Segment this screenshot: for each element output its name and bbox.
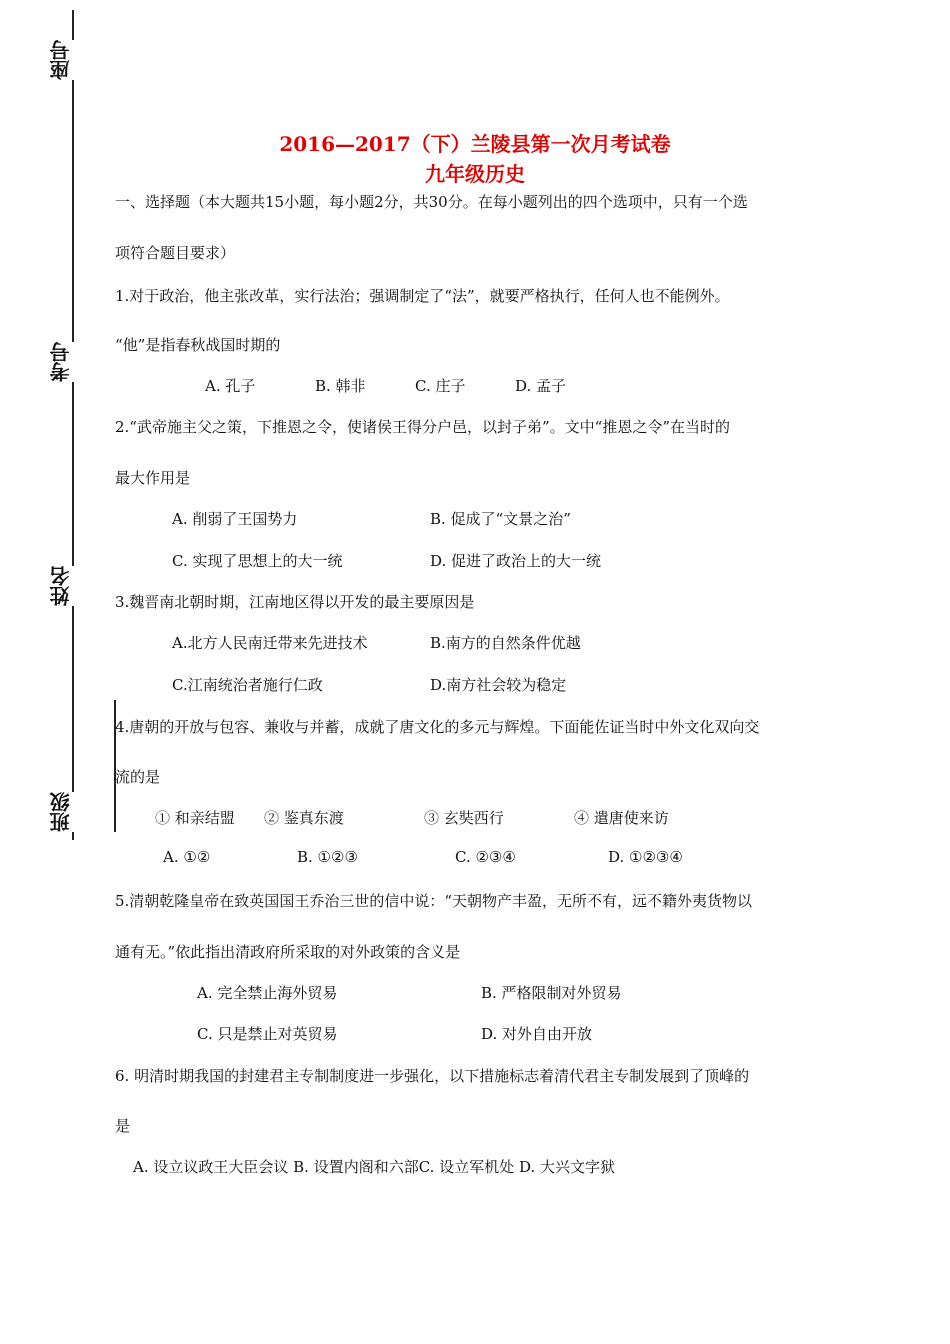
question-5-line1: 5.清朝乾隆皇帝在致英国国王乔治三世的信中说：“天朝物产丰盈，无所不有，远不籍外夷货物以 (115, 892, 752, 910)
exam-subtitle: 九年级历史 (425, 162, 525, 186)
question-5-option-b: B. 严格限制对外贸易 (481, 984, 622, 1002)
question-2-option-b: B. 促成了“文景之治” (430, 510, 571, 528)
question-5-option-a: A. 完全禁止海外贸易 (197, 984, 338, 1002)
question-5-line2: 通有无。”依此指出清政府所采取的对外政策的含义是 (115, 943, 461, 961)
section-instructions-line1: 一、选择题（本大题共15小题，每小题2分，共30分。在每小题列出的四个选项中，只有一个选 (115, 193, 748, 211)
exam-title: 2016—2017（下）兰陵县第一次月考试卷 (279, 132, 671, 156)
exam-number-label: 考号 (50, 342, 76, 382)
question-1-option-b: B. 韩非 (315, 377, 366, 395)
question-2-option-c: C. 实现了思想上的大一统 (172, 552, 343, 570)
question-2-line2: 最大作用是 (115, 469, 191, 487)
question-6-line2: 是 (115, 1117, 131, 1135)
question-4-option-d: D. ①②③④ (608, 848, 683, 866)
question-3-option-b: B.南方的自然条件优越 (430, 634, 581, 652)
question-2-line1: 2.“武帝施主父之策，下推恩之令，使诸侯王得分户邑，以封子弟”。文中“推恩之令”在当时的 (115, 418, 730, 436)
question-6-line1: 6. 明清时期我国的封建君主专制制度进一步强化，以下措施标志着清代君主专制发展到了顶峰的 (115, 1067, 750, 1085)
question-2-option-a: A. 削弱了王国势力 (172, 510, 298, 528)
question-1-option-d: D. 孟子 (515, 377, 567, 395)
question-2-option-d: D. 促进了政治上的大一统 (430, 552, 602, 570)
question-3-option-d: D.南方社会较为稳定 (430, 676, 567, 694)
question-4-line1: 4.唐朝的开放与包容、兼收与并蓄，成就了唐文化的多元与辉煌。下面能佐证当时中外文化双向交 (115, 718, 760, 736)
class-label: 班级 (50, 792, 76, 832)
question-1-line2: “他”是指春秋战国时期的 (115, 336, 281, 354)
question-1-line1: 1.对于政治，他主张改革，实行法治；强调制定了“法”，就要严格执行，任何人也不能例外。 (115, 287, 730, 305)
seat-number-label: 座号 (50, 40, 76, 80)
question-3-option-a: A.北方人民南迁带来先进技术 (172, 634, 368, 652)
question-4-item-1: ① 和亲结盟 (155, 809, 235, 827)
question-1-option-c: C. 庄子 (415, 377, 466, 395)
question-5-option-c: C. 只是禁止对英贸易 (197, 1025, 338, 1043)
question-4-item-2: ② 鉴真东渡 (264, 809, 344, 827)
question-3-line1: 3.魏晋南北朝时期，江南地区得以开发的最主要原因是 (115, 593, 475, 611)
question-4-item-4: ④ 遣唐使来访 (574, 809, 669, 827)
question-4-option-a: A. ①② (163, 848, 211, 866)
question-4-option-c: C. ②③④ (455, 848, 516, 866)
question-1-option-a: A. 孔子 (205, 377, 256, 395)
question-5-option-d: D. 对外自由开放 (481, 1025, 593, 1043)
section-instructions-line2: 项符合题目要求） (115, 244, 236, 262)
question-4-line2: 流的是 (115, 768, 161, 786)
question-4-item-3: ③ 玄奘西行 (424, 809, 504, 827)
student-name-label: 姓名 (50, 566, 76, 606)
question-6-options: A. 设立议政王大臣会议 B. 设置内阁和六部C. 设立军机处 D. 大兴文字狱 (133, 1158, 615, 1176)
question-4-option-b: B. ①②③ (297, 848, 358, 866)
question-3-option-c: C.江南统治者施行仁政 (172, 676, 323, 694)
